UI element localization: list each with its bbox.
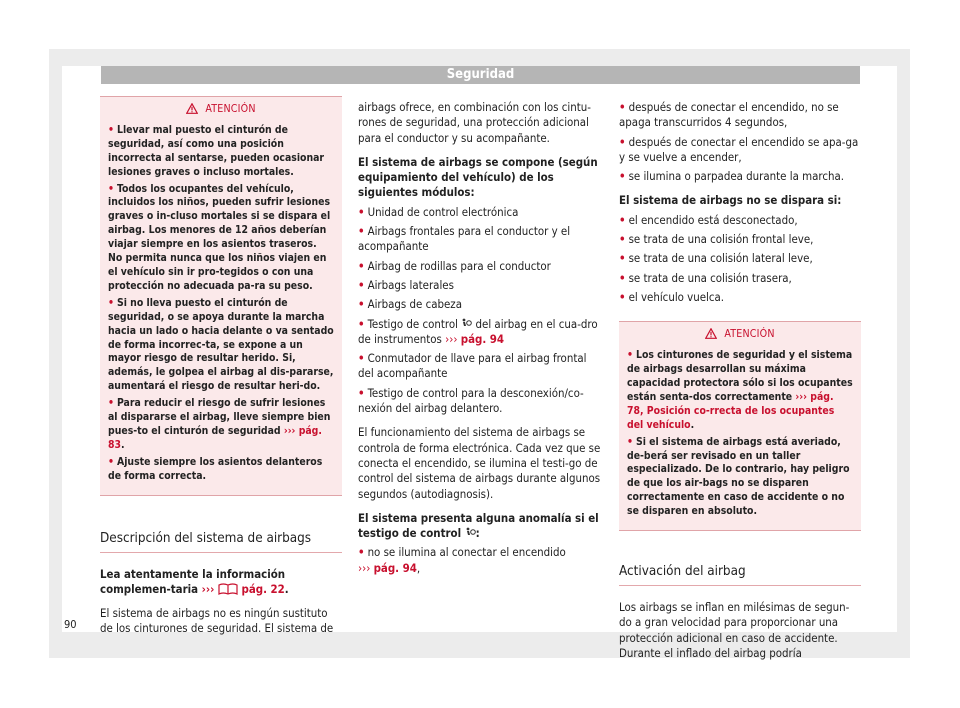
warning-header (627, 328, 853, 342)
warning-item (108, 397, 334, 453)
bullet: • (358, 385, 365, 400)
warning-item (108, 183, 334, 294)
bullet: • (108, 455, 114, 468)
bullet: • (108, 296, 114, 309)
chevron-right-icon: ››› (201, 581, 215, 596)
chevron-right-icon: ››› (445, 331, 458, 346)
chevron-right-icon: ››› (283, 424, 296, 437)
subheading: El sistema de airbags no se dispara si: (619, 193, 842, 208)
bullet: • (619, 289, 626, 304)
warning-item-text: Para reducir el riesgo de sufrir lesiones al dispararse el airbag, lleve siempre bien pues-to el cinturón de seguridad (108, 397, 331, 437)
list-item-text: Airbags de cabeza (367, 297, 462, 312)
list-item-text: después de conectar el encendido se apa-ga y se vuelve a encender, (619, 134, 859, 164)
list-item (619, 251, 861, 266)
bullet: • (619, 251, 626, 266)
list-item (358, 224, 601, 255)
intro-paragraph (100, 567, 342, 598)
list-item (358, 205, 601, 220)
column-1 (100, 96, 342, 646)
list-item (619, 290, 861, 305)
warning-item (627, 436, 853, 519)
list-item (358, 351, 601, 382)
bullet: • (358, 351, 365, 366)
bullet: • (108, 182, 114, 195)
warning-triangle-icon (705, 328, 717, 339)
list-item-text: Testigo de control para la desconexión/co-nexión del airbag delantero. (358, 385, 584, 416)
body-paragraph: Los airbags se inflan en milésimas de segun-do a gran velocidad para proporcionar una protección adicional en caso de accidente. Durante el inflado del airbag podría (619, 600, 850, 660)
list-item-text: el encendido está desconectado, (628, 212, 798, 227)
bullet: • (619, 169, 626, 184)
warning-item-text: Los cinturones de seguridad y el sistema de airbags desarrollan su máxima capacidad protectora sólo si los ocupantes están senta-dos correctamente (627, 349, 853, 403)
warning-item-text: Todos los ocupantes del vehículo, incluidos los niños, pueden sufrir lesiones graves o in-cluso mortales si se dispara el airbag. Los menores de 12 años deberían viajar siempre en los asientos traseros. No permita nunca que los niños viajen en el vehículo sin ir pro-tegidos o con una protección no adecuada pa-ra su peso. (108, 182, 331, 292)
body-paragraph: El sistema de airbags no es ningún sustituto de los cinturones de seguridad. El sistema de (100, 606, 334, 636)
warning-header (108, 103, 334, 117)
body-paragraph: El funcionamiento del sistema de airbags se controla de forma electrónica. Cada vez que se conecta el encendido, se ilumina el testi-go de control del sistema de airbags durante algunos segundos (autodiagnosis). (358, 425, 601, 501)
list-item-text: Conmutador de llave para el airbag frontal del acompañante (358, 351, 587, 381)
page-link[interactable]: pág. 94 (460, 331, 505, 346)
bullet: • (619, 270, 626, 285)
bullet: • (358, 258, 365, 273)
warning-item-text: Ajuste siempre los asientos delanteros de forma correcta. (108, 455, 323, 482)
airbag-warning-icon (461, 318, 472, 329)
list-item-text: el vehículo vuelca. (628, 289, 725, 304)
list-item (619, 271, 861, 286)
list-item-text: no se ilumina al conectar el encendido (367, 545, 566, 560)
bullet: • (358, 224, 365, 239)
warning-triangle-icon (186, 103, 198, 114)
warning-label: ATENCIÓN (724, 328, 775, 341)
list-item (358, 545, 601, 576)
bullet: • (108, 123, 114, 136)
bullet: • (619, 232, 626, 247)
bullet: • (358, 277, 365, 292)
bullet: • (619, 100, 626, 114)
bullet: • (358, 545, 365, 560)
book-icon (218, 582, 238, 595)
chevron-right-icon: ››› (795, 390, 807, 403)
chevron-right-icon: ››› (358, 560, 371, 575)
warning-item-text: Si no lleva puesto el cinturón de seguridad, o se apoya durante la marcha hacia un lado o hacia delante o va sentado de forma incorrec-ta, se expone a un mayor riesgo de resultar herido. Si, además, le golpea el airbag al dis-pararse, aumentará el riesgo de resultar heri-do. (108, 296, 334, 393)
warning-label: ATENCIÓN (205, 103, 256, 115)
bullet: • (358, 297, 365, 312)
punctuation: : (475, 526, 480, 541)
bullet: • (619, 212, 626, 227)
body-paragraph: airbags ofrece, en combinación con los cintu-rones de seguridad, una protección adicional para el conductor y su acompañante. (358, 100, 591, 145)
warning-item-text: Llevar mal puesto el cinturón de seguridad, así como una posición incorrecta al sentarse, pueden ocasionar lesiones graves o incluso mortales. (108, 123, 325, 178)
list-item-text: se trata de una colisión trasera, (628, 270, 792, 285)
warning-item (108, 456, 334, 484)
warning-box (100, 96, 342, 496)
punctuation: , (416, 560, 421, 575)
punctuation: . (121, 438, 125, 451)
list-item-text: después de conectar el encendido, no se apaga transcurridos 4 segundos, (619, 100, 839, 130)
subheading (358, 511, 601, 542)
warning-item (108, 297, 334, 394)
page-link[interactable]: pág. 94 (373, 560, 417, 575)
list-item-text: se trata de una colisión frontal leve, (628, 232, 814, 247)
bullet: • (108, 397, 114, 410)
list-item (358, 386, 601, 417)
list-item (619, 169, 861, 184)
list-item-text: se ilumina o parpadea durante la marcha. (628, 169, 844, 184)
airbag-warning-icon (465, 527, 476, 538)
bullet: • (358, 204, 365, 219)
list-item-text: del airbag en el cua-dro de instrumentos (358, 316, 598, 346)
warning-box (619, 321, 861, 531)
list-item-text: Airbag de rodillas para el conductor (367, 258, 551, 273)
list-item-text: Testigo de control (367, 316, 458, 331)
intro-text: Lea atentamente la información complemen-taria (100, 566, 286, 596)
warning-item-text: Si el sistema de airbags está averiado, de-berá ser revisado en un taller especializado. De lo contrario, hay peligro de que los air-bags no se disparen correctamente en caso de accidente o no se disparen en absoluto. (627, 435, 850, 518)
bullet: • (358, 316, 365, 331)
section-title: Descripción del sistema de airbags (100, 530, 342, 553)
column-3 (619, 100, 861, 670)
list-item-text: Airbags frontales para el conductor y el acompañante (358, 224, 571, 254)
list-item (619, 135, 861, 166)
list-item (619, 100, 861, 131)
bullet: • (627, 349, 633, 362)
warning-item (108, 124, 334, 180)
list-item (358, 259, 601, 274)
punctuation: . (284, 581, 289, 596)
punctuation: . (690, 418, 695, 431)
page-link[interactable]: pág. 22 (241, 581, 285, 596)
column-2 (358, 100, 601, 580)
subheading: El sistema de airbags se compone (según equipamiento del vehículo) de los siguientes módulos: (358, 154, 598, 200)
bullet: • (619, 134, 626, 149)
page-number: 90 (64, 618, 77, 631)
warning-item (627, 349, 853, 432)
list-item-text: Airbags laterales (367, 277, 454, 292)
page-header: Seguridad (101, 66, 860, 84)
page-link[interactable]: pág. 83 (108, 424, 322, 451)
subheading-text: El sistema presenta alguna anomalía si el testigo de control (358, 510, 599, 541)
page-link[interactable]: pág. 78, Posición co-rrecta de los ocupantes del vehículo (627, 390, 835, 431)
list-item-text: Unidad de control electrónica (367, 204, 519, 219)
list-item (358, 278, 601, 293)
section-title: Activación del airbag (619, 563, 861, 586)
list-item (358, 297, 601, 312)
list-item (619, 213, 861, 228)
bullet: • (627, 435, 633, 448)
list-item-text: se trata de una colisión lateral leve, (628, 251, 813, 266)
list-item (358, 317, 601, 348)
list-item (619, 232, 861, 247)
